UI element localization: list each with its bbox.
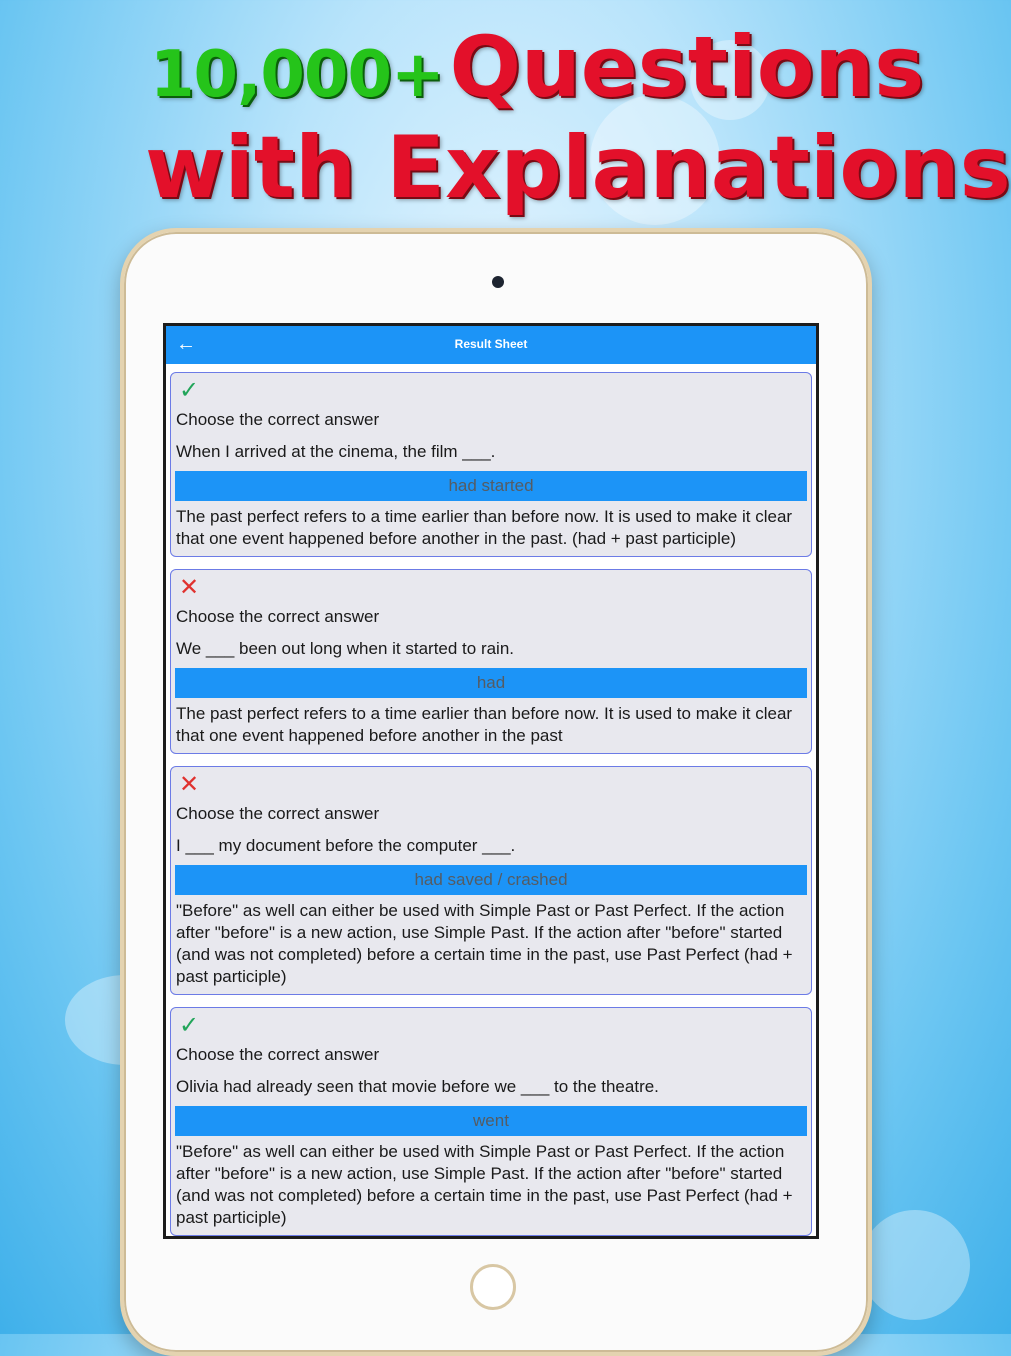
result-card <box>170 569 812 754</box>
result-card <box>170 1007 812 1236</box>
result-card <box>170 766 812 995</box>
explanation-text: The past perfect refers to a time earlier than before now. It is used to make it clear that one event happened before another in the past <box>176 704 793 745</box>
page-title: Result Sheet <box>454 337 528 351</box>
correct-answer: had <box>175 668 807 698</box>
question-count: 10,000+ <box>150 38 444 112</box>
correct-answer: had started <box>175 471 807 501</box>
background-bubble <box>860 1210 970 1320</box>
cross-icon: ✕ <box>179 574 200 601</box>
home-button[interactable] <box>470 1264 516 1310</box>
question-prompt: Choose the correct answer <box>176 804 380 823</box>
camera-icon <box>492 276 504 288</box>
question-prompt: Choose the correct answer <box>176 410 380 429</box>
question-prompt: Choose the correct answer <box>176 607 380 626</box>
headline-word-questions: Questions <box>449 18 925 116</box>
question-text: Olivia had already seen that movie before we ___ to the theatre. <box>176 1077 659 1096</box>
checkmark-icon: ✓ <box>179 377 200 404</box>
question-prompt: Choose the correct answer <box>176 1045 380 1064</box>
question-text: I ___ my document before the computer ___. <box>176 836 516 855</box>
explanation-text: "Before" as well can either be used with Simple Past or Past Perfect. If the action after "before" is a new action, use Simple Past. If the action after "before" started (and was not completed) before a certain time in the past, use Past Perfect (had + past participle) <box>176 1142 793 1227</box>
question-text: When I arrived at the cinema, the film ___. <box>176 442 496 461</box>
correct-answer: had saved / crashed <box>175 865 807 895</box>
headline-line-2: with Explanations <box>145 118 1011 218</box>
correct-answer: went <box>175 1106 807 1136</box>
result-card <box>170 372 812 557</box>
arrow-left-icon[interactable]: ← <box>176 333 196 355</box>
app-bar <box>166 326 816 364</box>
cross-icon: ✕ <box>179 771 200 798</box>
explanation-text: The past perfect refers to a time earlier than before now. It is used to make it clear that one event happened before another in the past. (had + past participle) <box>176 507 793 548</box>
app-screen <box>163 323 819 1239</box>
question-text: We ___ been out long when it started to rain. <box>176 639 515 658</box>
result-list[interactable] <box>166 364 816 1227</box>
explanation-text: "Before" as well can either be used with Simple Past or Past Perfect. If the action after "before" is a new action, use Simple Past. If the action after "before" started (and was not completed) before a certain time in the past, use Past Perfect (had + past participle) <box>176 901 793 986</box>
checkmark-icon: ✓ <box>179 1012 200 1039</box>
